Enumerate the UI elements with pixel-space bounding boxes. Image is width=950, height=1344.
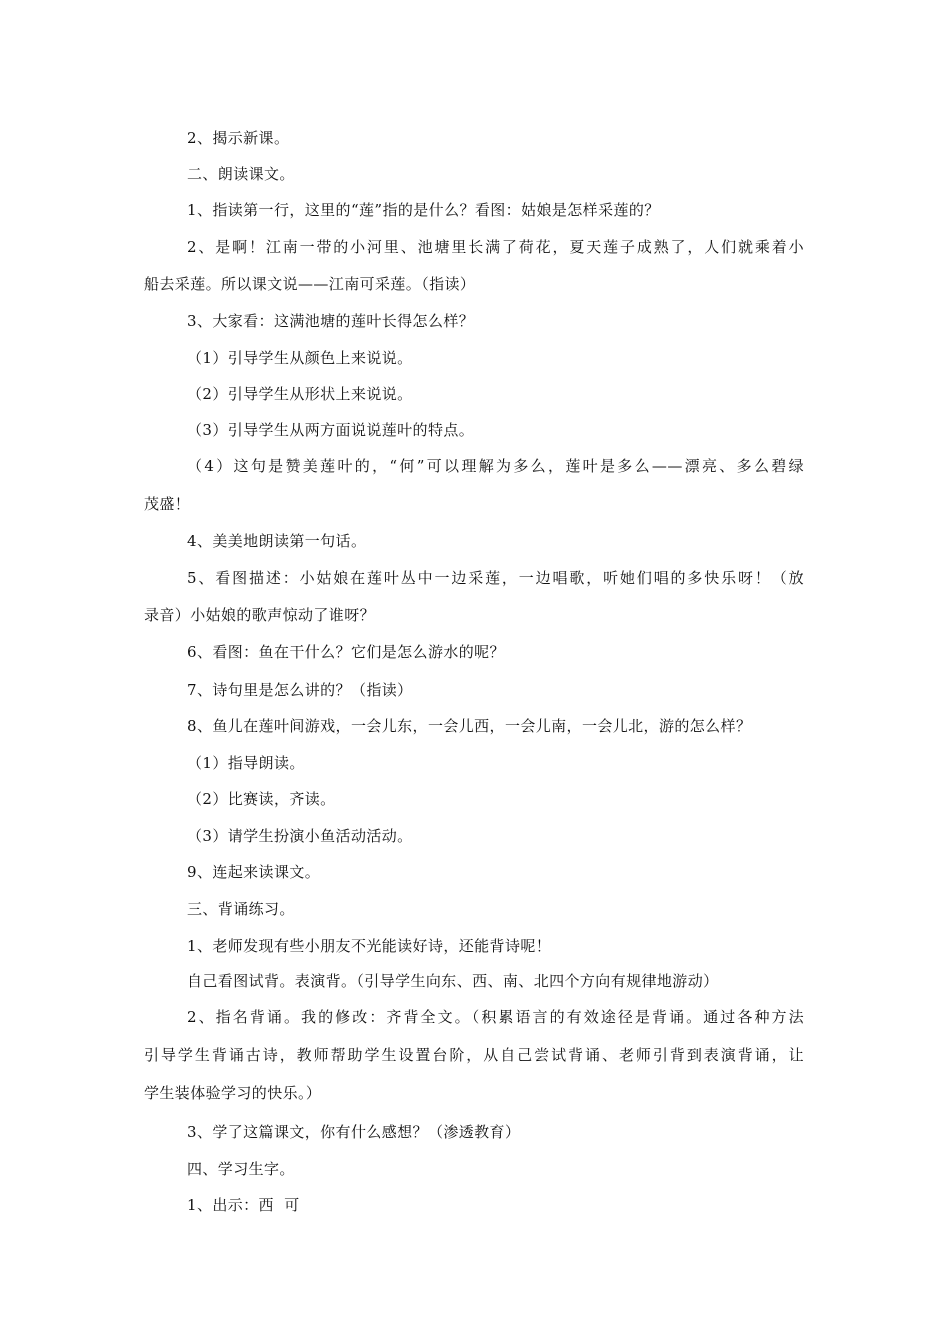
text-line: （4）这句是赞美莲叶的，“何”可以理解为多么，莲叶是多么——漂亮、多么碧绿 xyxy=(187,457,804,475)
text-line: 2、揭示新课。 xyxy=(187,129,290,147)
text-line: （3）请学生扮演小鱼活动活动。 xyxy=(187,827,413,845)
text-line: （3）引导学生从两方面说说莲叶的特点。 xyxy=(187,421,475,439)
text-line: 二、朗读课文。 xyxy=(187,165,295,183)
text-line: 7、诗句里是怎么讲的？（指读） xyxy=(187,681,413,699)
text-line: 8、鱼儿在莲叶间游戏，一会儿东，一会儿西，一会儿南，一会儿北，游的怎么样？ xyxy=(187,717,752,735)
text-line: 三、背诵练习。 xyxy=(187,900,295,918)
text-line: 3、大家看：这满池塘的莲叶长得怎么样？ xyxy=(187,312,475,330)
text-line: 船去采莲。所以课文说——江南可采莲。（指读） xyxy=(144,275,476,293)
text-line: （2）比赛读，齐读。 xyxy=(187,790,336,808)
text-line: 4、美美地朗读第一句话。 xyxy=(187,532,367,550)
text-line: 引导学生背诵古诗，教师帮助学生设置台阶，从自己尝试背诵、老师引背到表演背诵，让 xyxy=(144,1046,804,1064)
text-line: （2）引导学生从形状上来说说。 xyxy=(187,385,413,403)
text-line: 学生装体验学习的快乐。） xyxy=(144,1084,322,1102)
text-line: 茂盛！ xyxy=(144,495,191,513)
text-line: 1、指读第一行，这里的“莲”指的是什么？看图：姑娘是怎样采莲的？ xyxy=(187,201,660,219)
text-line: 四、学习生字。 xyxy=(187,1160,295,1178)
text-line: （1）指导朗读。 xyxy=(187,754,305,772)
text-line: 5、看图描述：小姑娘在莲叶丛中一边采莲，一边唱歌，听她们唱的多快乐呀！（放 xyxy=(187,569,804,587)
text-line: （1）引导学生从颜色上来说说。 xyxy=(187,349,413,367)
text-line: 2、指名背诵。我的修改：齐背全文。（积累语言的有效途径是背诵。通过各种方法 xyxy=(187,1008,804,1026)
text-line: 6、看图：鱼在干什么？它们是怎么游水的呢？ xyxy=(187,643,505,661)
text-line: 录音）小姑娘的歌声惊动了谁呀？ xyxy=(144,606,376,624)
text-line: 3、学了这篇课文，你有什么感想？（渗透教育） xyxy=(187,1123,521,1141)
text-line: 1、出示：西 可 xyxy=(187,1196,300,1214)
text-line: 9、连起来读课文。 xyxy=(187,863,321,881)
text-line: 2、是啊！江南一带的小河里、池塘里长满了荷花，夏天莲子成熟了，人们就乘着小 xyxy=(187,238,804,256)
text-line: 自己看图试背。表演背。（引导学生向东、西、南、北四个方向有规律地游动） xyxy=(187,972,719,990)
text-line: 1、老师发现有些小朋友不光能读好诗，还能背诗呢！ xyxy=(187,937,552,955)
